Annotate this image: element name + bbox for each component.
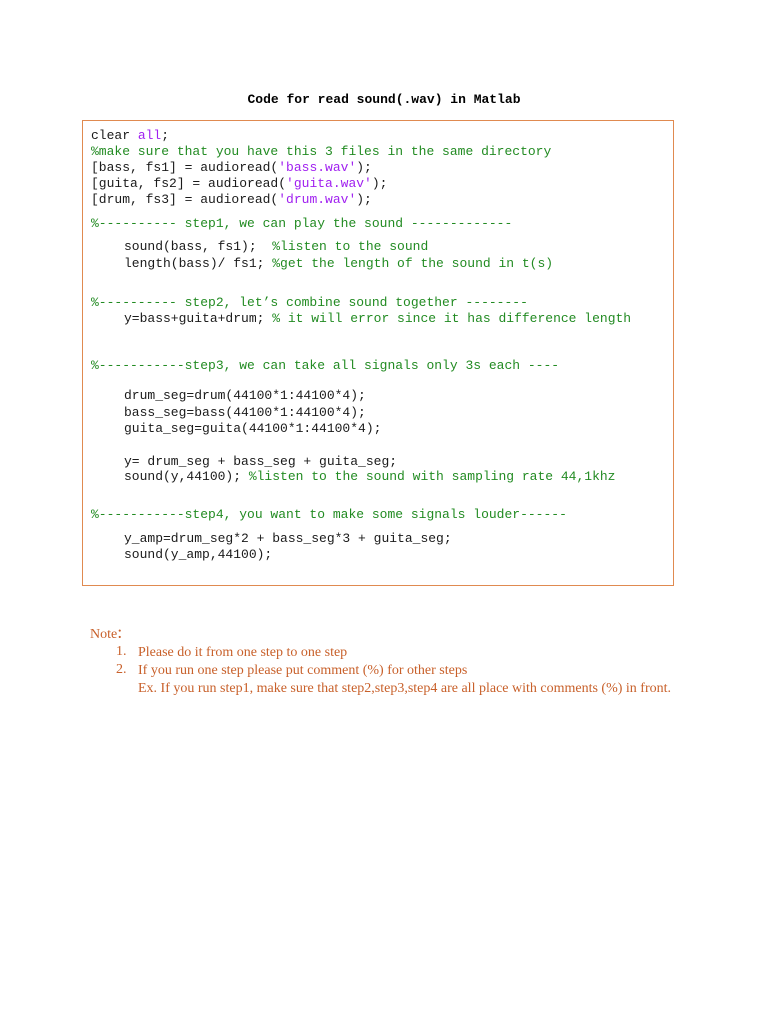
code-text: sound(bass, fs1); xyxy=(124,239,273,254)
code-text: sound(y,44100); xyxy=(124,469,249,484)
note-label: Note: xyxy=(90,622,123,642)
code-line xyxy=(124,239,428,255)
code-comment: %listen to the sound xyxy=(272,239,429,254)
list-number: 2. xyxy=(116,662,127,677)
list-number: 1. xyxy=(116,644,127,659)
code-text: [drum, fs3] = audioread( xyxy=(91,192,279,207)
code-text: [bass, fs1] = audioread( xyxy=(91,160,279,175)
code-line xyxy=(91,176,387,192)
step3-comment: %-----------step3, we can take all signals only 3s each ---- xyxy=(91,358,560,373)
code-line xyxy=(91,160,372,176)
code-line xyxy=(124,256,553,272)
code-line: bass_seg=bass(44100*1:44100*4); xyxy=(124,405,366,420)
code-line: y_amp=drum_seg*2 + bass_seg*3 + guita_seg; xyxy=(124,531,452,546)
code-comment: %listen to the sound with sampling rate 44,1khz xyxy=(248,469,616,484)
code-text: ); xyxy=(356,192,372,207)
code-line: sound(y_amp,44100); xyxy=(124,547,273,562)
code-line xyxy=(91,192,372,208)
page-title: Code for read sound(.wav) in Matlab xyxy=(247,92,521,107)
code-string: 'guita.wav' xyxy=(286,176,372,191)
code-comment: % it will error since it has difference length xyxy=(272,311,632,326)
list-item-note: Ex. If you run step1, make sure that step2,step3,step4 are all place with comments (%) in front. xyxy=(138,681,672,696)
list-item: Please do it from one step to one step xyxy=(138,645,348,660)
code-text: ); xyxy=(371,176,388,191)
code-comment-line: %make sure that you have this 3 files in the same directory xyxy=(91,144,552,159)
code-line: drum_seg=drum(44100*1:44100*4); xyxy=(124,388,366,403)
code-line xyxy=(91,128,169,144)
code-text: [guita, fs2] = audioread( xyxy=(91,176,287,191)
code-line: y= drum_seg + bass_seg + guita_seg; xyxy=(124,454,398,469)
code-line xyxy=(124,311,631,327)
code-string: 'drum.wav' xyxy=(278,192,357,207)
code-text: length(bass)/ fs1; xyxy=(124,256,273,271)
code-text: y=bass+guita+drum; xyxy=(124,311,273,326)
code-text: ; xyxy=(161,128,170,143)
list-item: If you run one step please put comment (%) for other steps xyxy=(138,663,468,678)
code-text: ); xyxy=(356,160,372,175)
step1-comment: %---------- step1, we can play the sound ------------- xyxy=(91,216,513,231)
step2-comment: %---------- step2, let’s combine sound together -------- xyxy=(91,295,528,310)
code-line xyxy=(124,469,616,485)
code-string: 'bass.wav' xyxy=(278,160,357,175)
code-keyword: all xyxy=(137,128,162,143)
code-line: guita_seg=guita(44100*1:44100*4); xyxy=(124,421,382,436)
code-text: clear xyxy=(91,128,138,143)
code-comment: %get the length of the sound in t(s) xyxy=(272,256,554,271)
step4-comment: %-----------step4, you want to make some signals louder------ xyxy=(91,507,567,522)
